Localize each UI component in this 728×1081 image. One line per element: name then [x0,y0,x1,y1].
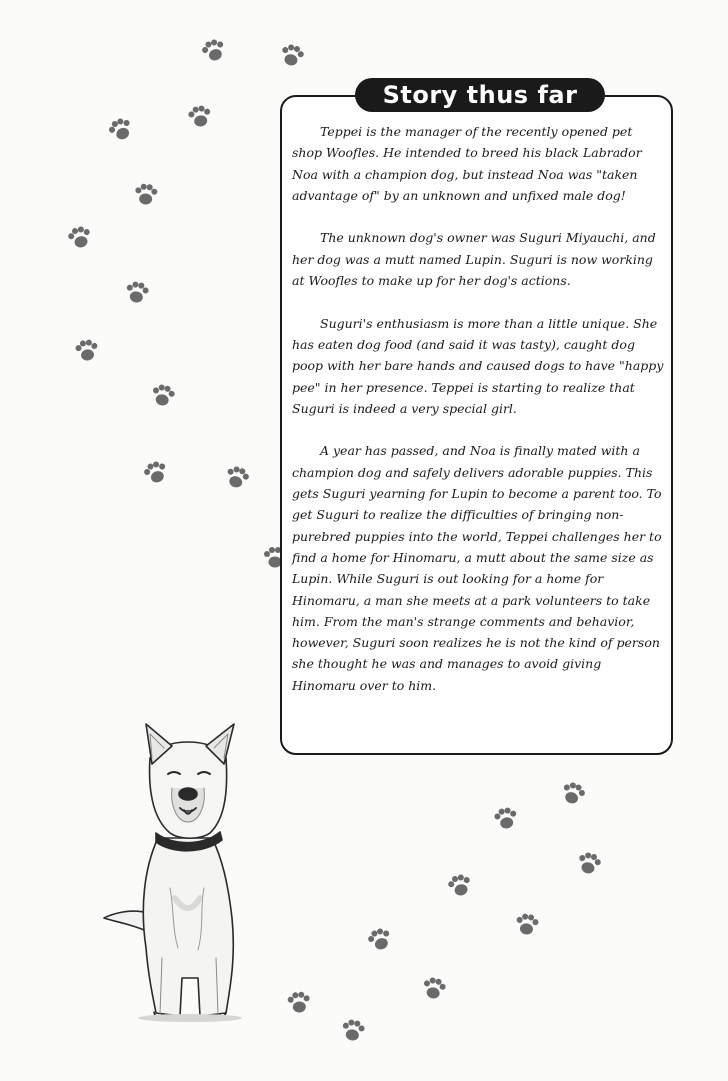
page-title: Story thus far [355,78,605,112]
pawprint-icon [556,777,589,810]
pawprint-icon [64,222,96,254]
story-text [292,121,664,717]
story-paragraph: Suguri's enthusiasm is more than a little unique. She has eaten dog food (and said it was tasty), caught dog poop with her bare hands and caused dogs to have "happy pee" in her presence. Teppei is starting to realize that Suguri is indeed a very special girl. [292,315,664,416]
pawprint-icon [491,804,521,834]
pawprint-icon [363,923,396,956]
dog-illustration [100,718,270,1023]
story-paragraph: Teppei is the manager of the recently opened pet shop Woofles. He intended to breed his black Labrador Noa with a champion dog, but instead Noa was "taken advantage of" by an unknown and unfixed male dog! [292,124,642,203]
pawprint-icon [573,848,605,880]
pawprint-icon [444,870,476,902]
pawprint-icon [419,974,450,1005]
story-paragraph: A year has passed, and Noa is finally mated with a champion dog and safely delivers adorable puppies. This gets Suguri yearning for Lupin to become a parent too. To get Suguri to realize the difficulties of bringing non-purebred puppies into the world, Teppei challenges her to find a home for Hinomaru, a mutt about the same size as Lupin. While Suguri is out looking for a home for Hinomaru, a man she meets at a park volunteers to take him. From the man's strange comments and behavior, however, Suguri soon realizes he is not the kind of person she thought he was and manages to avoid giving Hinomaru over to him. [292,443,662,693]
pawprint-icon [285,989,313,1017]
pawprint-icon [221,462,254,495]
pawprint-icon [132,181,160,209]
story-paragraph: The unknown dog's owner was Suguri Miyauchi, and her dog was a mutt named Lupin. Suguri is now working at Woofles to make up for her dog's actions. [292,230,656,289]
pawprint-icon [338,1016,368,1046]
pawprint-icon [122,278,152,308]
pawprint-icon [104,113,139,148]
pawprint-icon [512,910,541,939]
pawprint-icon [185,102,215,132]
pawprint-icon [139,456,172,489]
pawprint-icon [276,40,308,72]
pawprint-icon [197,34,230,67]
pawprint-icon [148,381,179,412]
pawprint-icon [72,336,101,365]
